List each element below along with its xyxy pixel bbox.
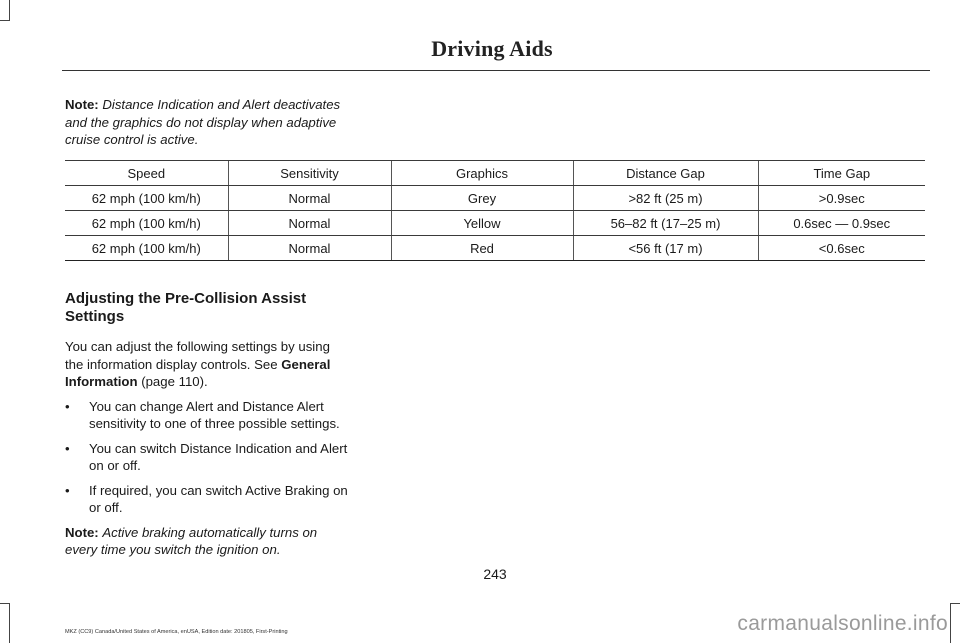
table-cell: Normal <box>228 236 391 261</box>
table-cell: <0.6sec <box>758 236 925 261</box>
list-item <box>65 398 350 433</box>
table-cell: 62 mph (100 km/h) <box>65 236 228 261</box>
header-speed: Speed <box>65 161 228 186</box>
intro-text: You can adjust the following settings by using the information display controls. See <box>65 339 330 372</box>
list-item-text: If required, you can switch Active Braking on or off. <box>89 482 348 515</box>
section-heading: Adjusting the Pre-Collision Assist Settings <box>65 290 307 325</box>
crop-mark <box>9 0 10 20</box>
table-cell: Yellow <box>391 211 573 236</box>
table-cell: >0.9sec <box>758 186 925 211</box>
list-item <box>65 440 350 475</box>
crop-mark <box>950 603 960 604</box>
settings-list <box>65 398 350 517</box>
table-cell: 62 mph (100 km/h) <box>65 186 228 211</box>
table-cell: 56–82 ft (17–25 m) <box>573 211 758 236</box>
watermark: carmanualsonline.info <box>737 612 948 635</box>
table-cell: 0.6sec — 0.9sec <box>758 211 925 236</box>
table-cell: Grey <box>391 186 573 211</box>
table-cell: >82 ft (25 m) <box>573 186 758 211</box>
table-cell: <56 ft (17 m) <box>573 236 758 261</box>
bullet-mark: • <box>65 440 70 456</box>
intro-paragraph <box>65 338 350 391</box>
header-sensitivity: Sensitivity <box>228 161 391 186</box>
intro-suffix: (page 110). <box>137 374 208 389</box>
table-cell: Normal <box>228 211 391 236</box>
pre-collision-settings-section <box>65 290 350 566</box>
table-cell: 62 mph (100 km/h) <box>65 211 228 236</box>
table-cell: Red <box>391 236 573 261</box>
crop-mark <box>9 603 10 643</box>
crop-mark <box>950 603 951 643</box>
header-distance-gap: Distance Gap <box>573 161 758 186</box>
bullet-mark: • <box>65 482 70 498</box>
crop-mark <box>0 20 10 21</box>
general-information-link[interactable]: General Information <box>65 356 331 389</box>
header-time-gap: Time Gap <box>758 161 925 186</box>
bullet-mark: • <box>65 398 70 414</box>
table-row <box>65 186 925 211</box>
header-rule <box>62 70 930 71</box>
table-header-row <box>65 161 925 186</box>
note-label: Note: <box>65 97 99 112</box>
list-item-text: You can switch Distance Indication and Alert on or off. <box>89 440 348 473</box>
distance-table <box>65 160 925 261</box>
note-bottom <box>65 524 350 559</box>
table-row <box>65 211 925 236</box>
note-text: Active braking automatically turns on every time you switch the ignition on. <box>65 524 318 557</box>
crop-mark <box>0 603 10 604</box>
table-row <box>65 236 925 261</box>
table-cell: Normal <box>228 186 391 211</box>
note-text: Distance Indication and Alert deactivates and the graphics do not display when adaptive cruise control is active. <box>65 97 341 147</box>
header-graphics: Graphics <box>391 161 573 186</box>
note-top <box>65 96 347 149</box>
list-item <box>65 482 350 517</box>
page-header-title: Driving Aids <box>431 36 553 61</box>
list-item-text: You can change Alert and Distance Alert sensitivity to one of three possible settings. <box>89 398 340 431</box>
footer-edition-info: MKZ (CC9) Canada/United States of America, enUSA, Edition date: 201805, First-Printing <box>65 629 288 635</box>
page-number: 243 <box>483 566 507 582</box>
note-label: Note: <box>65 524 99 540</box>
